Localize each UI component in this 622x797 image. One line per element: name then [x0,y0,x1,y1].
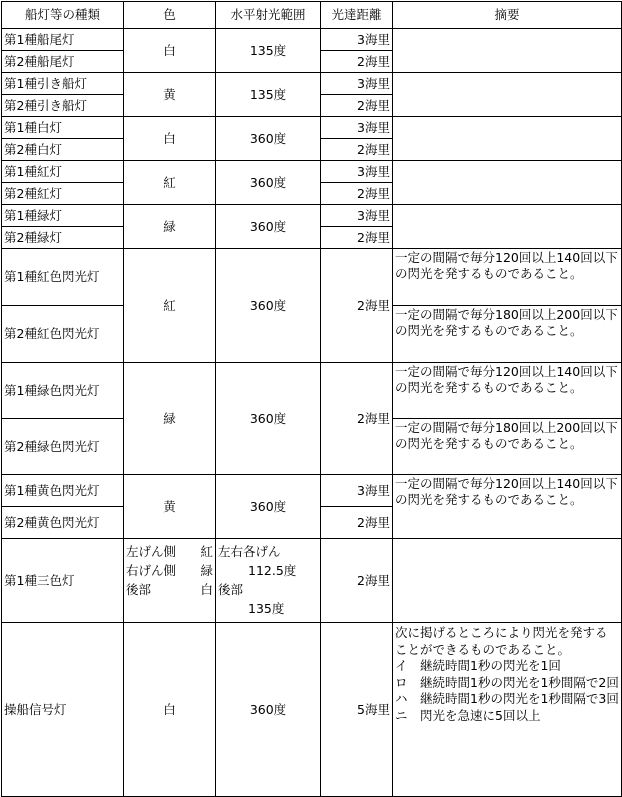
cell-color: 白 [124,117,216,161]
cell-summary: 一定の間隔で毎分120回以上140回以下の閃光を発するものであること。 [393,363,622,419]
table-row [2,73,622,95]
range-line: 後部 [218,582,244,597]
cell-range: 135度 [216,29,321,73]
cell-distance: 3海里 [321,475,393,507]
ship-lights-table [1,1,622,797]
cell-summary: 一定の間隔で毎分120回以上140回以下の閃光を発するものであること。 [393,475,622,539]
cell-range: 360度 [216,623,321,797]
cell-range [216,539,321,623]
cell-summary [393,73,622,117]
cell-type: 第1種緑灯 [2,205,124,227]
cell-summary [393,623,622,797]
cell-distance: 2海里 [321,539,393,623]
cell-color: 白 [124,623,216,797]
color-line-value: 緑 [200,563,213,578]
cell-type: 第2種紅灯 [2,183,124,205]
cell-distance: 2海里 [321,363,393,475]
cell-type: 第2種紅色閃光灯 [2,306,124,363]
cell-type: 第1種緑色閃光灯 [2,363,124,419]
summary-line: ニ 閃光を急速に5回以上 [395,707,541,723]
cell-color: 緑 [124,205,216,249]
cell-color: 緑 [124,363,216,475]
table-row [2,363,622,419]
cell-distance: 2海里 [321,51,393,73]
cell-type: 第1種船尾灯 [2,29,124,51]
color-line-label: 右げん側 [126,563,177,578]
cell-summary: 一定の間隔で毎分180回以上200回以下の閃光を発するものであること。 [393,419,622,475]
cell-summary: 一定の間隔で毎分180回以上200回以下の閃光を発するものであること。 [393,306,622,363]
summary-line: ロ 継続時間1秒の閃光を1秒間隔で2回 [395,674,619,690]
cell-range: 360度 [216,205,321,249]
cell-color: 白 [124,29,216,73]
color-line-label: 後部 [126,582,152,597]
cell-type: 第1種紅灯 [2,161,124,183]
color-line-value: 紅 [200,544,213,559]
cell-distance: 3海里 [321,161,393,183]
header-row [2,2,622,29]
cell-range: 360度 [216,161,321,205]
cell-type: 第2種緑灯 [2,227,124,249]
cell-summary: 一定の間隔で毎分120回以上140回以下の閃光を発するものであること。 [393,249,622,306]
header-summary: 摘要 [393,2,622,29]
cell-distance: 3海里 [321,29,393,51]
cell-type: 第2種引き船灯 [2,95,124,117]
cell-type: 第1種三色灯 [2,539,124,623]
cell-distance: 5海里 [321,623,393,797]
cell-color: 黄 [124,73,216,117]
table-row [2,161,622,183]
cell-range: 360度 [216,363,321,475]
header-range: 水平射光範囲 [216,2,321,29]
cell-summary [393,117,622,161]
cell-range: 360度 [216,249,321,363]
cell-type: 第1種紅色閃光灯 [2,249,124,306]
cell-type: 操船信号灯 [2,623,124,797]
table-row [2,623,622,797]
cell-distance: 3海里 [321,205,393,227]
cell-summary [393,539,622,623]
summary-line: ハ 継続時間1秒の閃光を1秒間隔で3回 [395,691,619,706]
cell-color: 紅 [124,249,216,363]
cell-type: 第1種黄色閃光灯 [2,475,124,507]
cell-distance: 2海里 [321,507,393,539]
cell-summary [393,161,622,205]
table-row [2,475,622,507]
table-row [2,29,622,51]
cell-summary [393,205,622,249]
header-color: 色 [124,2,216,29]
cell-type: 第2種黄色閃光灯 [2,507,124,539]
cell-color [124,539,216,623]
cell-color: 黄 [124,475,216,539]
color-line [126,580,213,599]
cell-distance: 3海里 [321,117,393,139]
range-line: 112.5度 [248,563,297,578]
range-line: 左右各げん [218,544,281,559]
header-type: 船灯等の種類 [2,2,124,29]
color-line-label: 左げん側 [126,544,177,559]
cell-type: 第2種船尾灯 [2,51,124,73]
header-distance: 光達距離 [321,2,393,29]
cell-type: 第1種白灯 [2,117,124,139]
cell-distance: 3海里 [321,73,393,95]
cell-distance: 2海里 [321,95,393,117]
cell-range: 360度 [216,475,321,539]
summary-line: 次に掲げるところにより閃光を発することができるものであること。 [395,625,608,657]
cell-distance: 2海里 [321,183,393,205]
cell-distance: 2海里 [321,139,393,161]
table-row [2,117,622,139]
table-row [2,249,622,306]
color-line [126,561,213,580]
color-line [126,542,213,561]
cell-distance: 2海里 [321,227,393,249]
cell-color: 紅 [124,161,216,205]
cell-type: 第1種引き船灯 [2,73,124,95]
cell-type: 第2種白灯 [2,139,124,161]
cell-summary [393,29,622,73]
summary-line: イ 継続時間1秒の閃光を1回 [395,658,561,673]
range-line: 135度 [248,601,285,616]
table-row [2,539,622,623]
cell-distance: 2海里 [321,249,393,363]
table-row [2,205,622,227]
cell-type: 第2種緑色閃光灯 [2,419,124,475]
cell-range: 135度 [216,73,321,117]
cell-range: 360度 [216,117,321,161]
color-line-value: 白 [200,582,213,597]
